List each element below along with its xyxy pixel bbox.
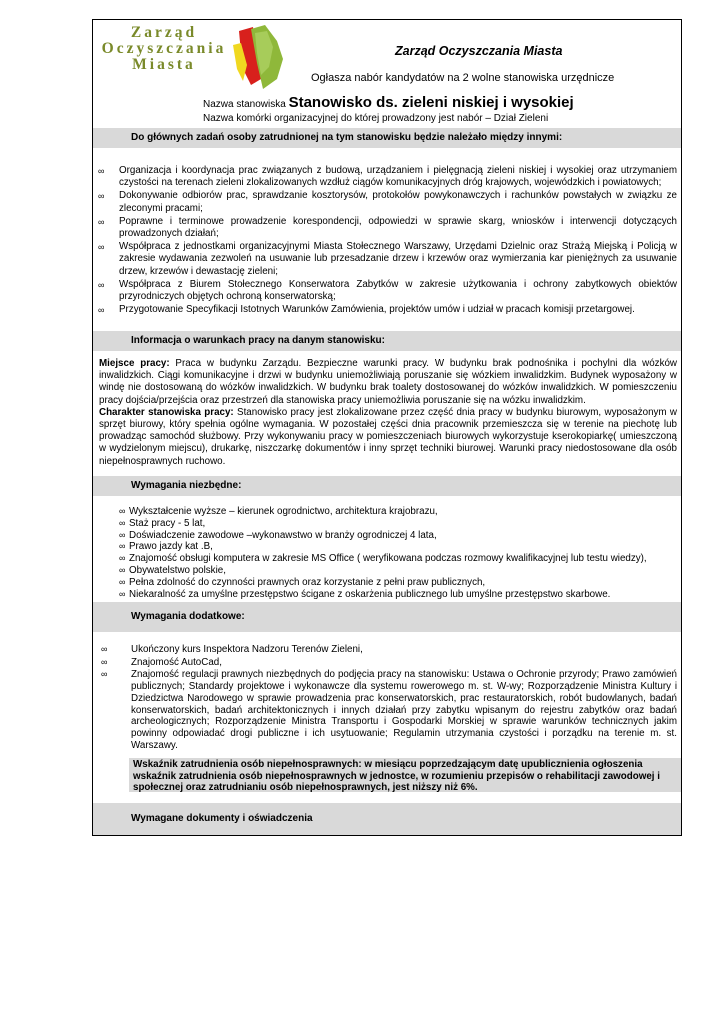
org-name: Zarząd Oczyszczania Miasta	[395, 44, 563, 58]
position-line	[203, 94, 574, 111]
job-posting-page	[92, 19, 682, 836]
list-item: ∞ Znajomość obsługi komputera w zakresie MS Office ( weryfikowana podczas rozmowy kwalifikacyjnej lub testu wiedzy),	[119, 553, 647, 565]
conditions-text	[99, 358, 677, 468]
list-item: ∞ Znajomość AutoCad,	[101, 656, 222, 668]
duties-list	[93, 165, 681, 317]
list-item: ∞ Współpraca z Biurem Stołecznego Konserwatora Zabytków w zakresie użytkowania i ochrony zabytkowych obiektów przyrodniczych objętych ochroną konserwatorską;	[98, 278, 677, 303]
bullet-icon: ∞	[119, 541, 126, 552]
unit-line: Nazwa komórki organizacyjnej do której prowadzony jest nabór – Dział Zieleni	[203, 113, 549, 124]
list-item: ∞ Przygotowanie Specyfikacji Istotnych Warunków Zamówienia, projektów umów i udział w pracach komisji przetargowej.	[98, 304, 635, 316]
list-item: ∞ Wykształcenie wyższe – kierunek ogrodnictwo, architektura krajobrazu,	[119, 506, 438, 517]
list-item: ∞ Organizacja i koordynacja prac związanych z budową, urządzaniem i pielęgnacją zieleni niskiej i wysokiej oraz utrzymaniem czystości na terenach zieleni zlokalizowanych wzdłuż ciągów komunikacyjnych dróg krajowych, wojewódzkich i powiatowych;	[98, 165, 677, 189]
position-prefix: Nazwa stanowiska	[203, 99, 286, 110]
list-item: ∞ Znajomość regulacji prawnych niezbędnych do podjęcia pracy na stanowisku: Ustawa o Ochronie przyrody; Prawo zamówień publicznych; Standardy projektowe i wykonawcze dla systemu rowerowego m. st. W-wy; Rozporządzenie Ministra Kultury i Dziedzictwa Narodowego w sprawie prowadzenia prac konserwatorskich, prac restauratorskich, robót budowlanych, badań konserwatorskich, badań architektonicznych i innych działań przy zabytku wpisanym do rejestru zabytków oraz badań archeologicznych; Rozporządzenie Ministra Transportu i Gospodarki Morskiej w sprawie warunków technicznych jakim powinny odpowiadać drogi publiczne i ich usytuowanie; Regulamin utrzymania czystości i porządku na terenie m. st. Warszawy.	[101, 669, 677, 751]
bullet-icon: ∞	[98, 216, 105, 227]
character-text: Stanowisko pracy jest zlokalizowane przez część dnia pracy w budynku biurowym, wyposażonym w sprzęt biurowy, który spełnia ogólne wymagania. W pozostałej części dnia pracownik przemieszcza się w terenie na piechotę lub prowadząc samochód służbowy. Przy wykonywaniu pracy w pomieszczeniach biurowych wykorzystuje kserokopiarkę( umieszczoną w wydzielonym miejscu), drukarkę, niszczarkę dokumentów i inny sprzęt techniki biurowej. Warunki pracy niedostosowane dla osób niepełnosprawnych ruchowo.	[99, 406, 678, 467]
bullet-icon: ∞	[119, 576, 126, 587]
list-item: ∞ Współpraca z jednostkami organizacyjnymi Miasta Stołecznego Warszawy, Urzędami Dzielnic oraz Strażą Miejską i Policją w zakresie wydawania zezwoleń na usuwanie lub przesadzanie drzew i krzewów oraz wymierzania kar pieniężnych za usuwanie drzew, krzewów i dewastację zieleni;	[98, 241, 677, 277]
additional-heading: Wymagania dodatkowe:	[93, 602, 681, 632]
bullet-icon: ∞	[101, 669, 108, 680]
zom-logo	[99, 23, 289, 101]
required-list	[93, 506, 681, 600]
announcement: Ogłasza nabór kandydatów na 2 wolne stanowiska urzędnicze	[311, 72, 615, 84]
place-text: Praca w budynku Zarządu. Bezpieczne warunki pracy. W budynku brak podnośnika i pochylni dla wózków inwalidzkich. Ciągi komunikacyjne i drzwi w budynku uniemożliwiają poruszanie się wózkiem inwalidzkim. Budynek wyposażony w windę nie dostosowaną do wózków inwalidzkich. W budynku brak toalety dostosowanej do wózków inwalidzkich. W pomieszczeniu pracy dojścia/przejścia oraz przestrzeń dla stanowiska pracy uniemożliwia poruszanie się na wózku inwalidzkim.	[99, 358, 677, 406]
bullet-icon: ∞	[101, 656, 108, 667]
list-item: ∞ Pełna zdolność do czynności prawnych oraz korzystanie z pełni praw publicznych,	[119, 576, 486, 588]
required-heading: Wymagania niezbędne:	[93, 476, 681, 496]
bullet-icon: ∞	[98, 191, 105, 202]
bullet-icon: ∞	[98, 242, 105, 253]
bullet-icon: ∞	[98, 305, 105, 316]
conditions-heading: Informacja o warunkach pracy na danym stanowisku:	[93, 331, 681, 351]
bullet-icon: ∞	[98, 166, 105, 176]
bullet-icon: ∞	[101, 644, 108, 654]
character-label: Charakter stanowiska pracy:	[99, 406, 234, 418]
list-item: ∞ Doświadczenie zawodowe –wykonawstwo w branży ogrodniczej 4 lata,	[119, 529, 437, 541]
bullet-icon: ∞	[119, 517, 126, 528]
bullet-icon: ∞	[119, 529, 126, 540]
bullet-icon: ∞	[98, 279, 105, 290]
documents-heading: Wymagane dokumenty i oświadczenia	[93, 803, 681, 835]
list-item: ∞ Ukończony kurs Inspektora Nadzoru Terenów Zieleni,	[101, 644, 363, 655]
bullet-icon: ∞	[119, 506, 126, 516]
position-name: Stanowisko ds. zieleni niskiej i wysokiej	[288, 94, 574, 111]
duties-heading: Do głównych zadań osoby zatrudnionej na tym stanowisku będzie należało między innymi:	[93, 128, 681, 148]
bullet-icon: ∞	[119, 588, 126, 599]
list-item: ∞ Obywatelstwo polskie,	[119, 564, 226, 576]
bullet-icon: ∞	[119, 564, 126, 575]
list-item: ∞ Niekaralność za umyślne przestępstwo ścigane z oskarżenia publicznego lub umyślne przestępstwo skarbowe.	[119, 588, 611, 600]
disability-notice: Wskaźnik zatrudnienia osób niepełnosprawnych: w miesiącu poprzedzającym datę upublicznienia ogłoszenia wskaźnik zatrudnienia osób niepełnosprawnych w jednostce, w rozumieniu przepisów o rehabilitacji zawodowej i społecznej oraz zatrudnianiu osób niepełnosprawnych, jest niższy niż 6%.	[129, 758, 681, 792]
list-item: ∞ Dokonywanie odbiorów prac, sprawdzanie kosztorysów, protokołów powykonawczych i rachunków powstałych w związku ze zleconymi pracami;	[98, 190, 677, 214]
logo-emblem-icon	[211, 23, 291, 101]
place-label: Miejsce pracy:	[99, 358, 170, 369]
logo-line-3: Miasta	[132, 56, 196, 73]
list-item: ∞ Prawo jazdy kat .B,	[119, 541, 213, 553]
bullet-icon: ∞	[119, 553, 126, 564]
list-item: ∞ Poprawne i terminowe prowadzenie korespondencji, odpowiedzi w sprawie skarg, wniosków i interwencji dotyczących prowadzonych działań;	[98, 215, 677, 240]
list-item: ∞ Staż pracy - 5 lat,	[119, 517, 206, 529]
logo-line-1: Zarząd	[130, 24, 198, 41]
logo-text	[99, 25, 229, 73]
logo-line-2: Oczyszczania	[101, 40, 227, 57]
additional-list	[93, 644, 681, 752]
